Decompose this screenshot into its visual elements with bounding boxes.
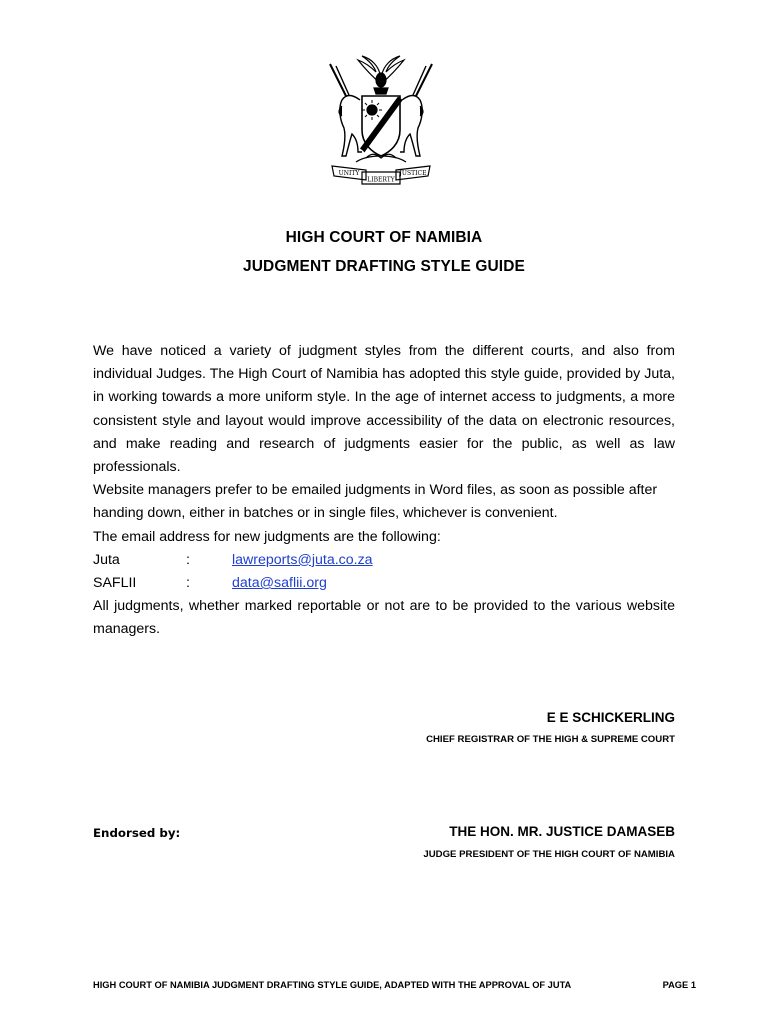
footer-text: HIGH COURT OF NAMIBIA JUDGMENT DRAFTING STYLE GUIDE, ADAPTED WITH THE APPROVAL OF JUTA [93, 980, 572, 990]
intro-paragraph: We have noticed a variety of judgment styles from the different courts, and also from individual Judges. The High Court of Namibia has adopted this style guide, provided by Juta, in working towards a more uniform style. In the age of internet access to judgments, a more consistent style and layout would improve accessibility of the data on electronic resources, and make reading and research of judgments easier for the public, as well as law professionals. [93, 343, 675, 476]
document-title: HIGH COURT OF NAMIBIA [285, 229, 483, 246]
svg-text:LIBERTY: LIBERTY [367, 176, 395, 184]
document-subtitle: JUDGMENT DRAFTING STYLE GUIDE [243, 258, 525, 275]
endorsed-label: Endorsed by: [93, 826, 181, 840]
email-row-juta [93, 549, 675, 572]
email-separator: : [186, 575, 190, 592]
endorser-title: JUDGE PRESIDENT OF THE HIGH COURT OF NAMIBIA [423, 849, 675, 860]
signatory-title: CHIEF REGISTRAR OF THE HIGH & SUPREME COURT [426, 734, 675, 745]
signatory-name: E E SCHICKERLING [546, 710, 675, 725]
page-number: PAGE 1 [662, 980, 696, 990]
email-separator: : [186, 551, 190, 568]
endorser-name: THE HON. MR. JUSTICE DAMASEB [449, 824, 675, 839]
email-label: SAFLII [93, 575, 137, 592]
email-row-saflii [93, 572, 675, 595]
svg-text:UNITY: UNITY [338, 170, 360, 177]
document-body [93, 340, 675, 642]
website-managers-paragraph: Website managers prefer to be emailed judgments in Word files, as soon as possible after handing down, either in batches or in single files, whichever is convenient. [93, 482, 658, 522]
closing-paragraph: All judgments, whether marked reportable or not are to be provided to the various website managers. [93, 598, 675, 638]
saflii-email-link[interactable]: data@saflii.org [232, 575, 327, 592]
email-label: Juta [93, 551, 120, 568]
juta-email-link[interactable]: lawreports@juta.co.za [232, 551, 373, 568]
svg-text:JUSTICE: JUSTICE [399, 170, 427, 177]
namibia-coat-of-arms-icon [316, 54, 446, 190]
email-intro-paragraph: The email address for new judgments are the following: [93, 528, 441, 545]
